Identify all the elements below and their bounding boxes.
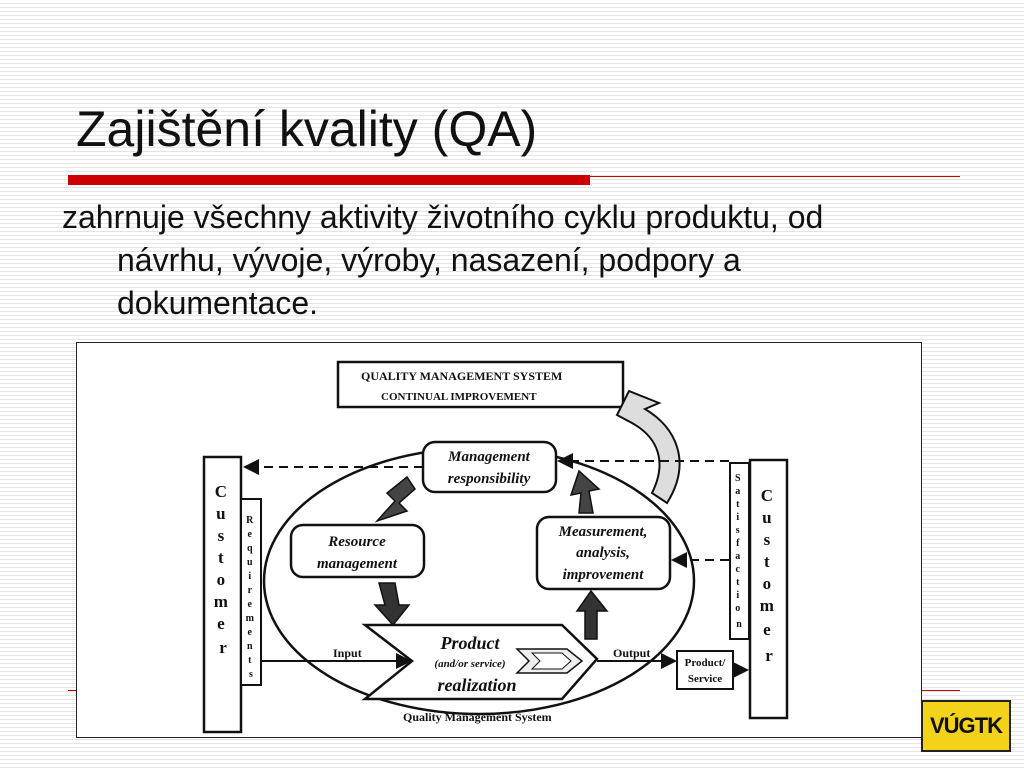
svg-text:Product: Product <box>440 633 500 653</box>
input-label: Input <box>333 646 362 660</box>
qms-process-diagram <box>76 342 922 738</box>
logo-text: VÚGTK <box>930 713 1002 738</box>
svg-text:Product/: Product/ <box>684 657 726 669</box>
continual-improvement-arrow <box>617 391 680 503</box>
title-underline-thin <box>590 176 960 177</box>
svg-text:analysis,: analysis, <box>576 545 630 561</box>
footer-line-right <box>922 690 960 691</box>
cycle-arrow-resource-to-product <box>375 583 409 625</box>
slide-title: Zajištění kvality (QA) <box>76 101 538 157</box>
resource-management-box <box>291 525 424 577</box>
cycle-arrow-management-to-resource <box>377 477 415 521</box>
svg-text:Service: Service <box>687 673 723 685</box>
satisfaction-label: S a t i s f a c t i o n <box>734 473 742 630</box>
cycle-arrow-product-to-measurement <box>577 591 607 639</box>
customer-left-label: C u s t o m e r <box>213 482 228 657</box>
svg-text:(and/or service): (and/or service) <box>434 658 506 670</box>
measurement-analysis-improvement-box <box>537 517 670 589</box>
qms-header-line2: CONTINUAL IMPROVEMENT <box>381 391 537 403</box>
qms-bottom-label: Quality Management System <box>403 710 552 724</box>
customer-right-label: C u s t o m e r <box>759 486 774 665</box>
qms-header-line1: QUALITY MANAGEMENT SYSTEM <box>361 369 563 383</box>
management-responsibility-box <box>423 442 556 492</box>
product-service-box <box>677 651 733 689</box>
requirements-label: R e q u i r e m e n t s <box>245 515 254 680</box>
title-underline <box>68 175 590 185</box>
body-text: zahrnuje všechny aktivity životního cyklu produktu, od návrhu, vývoje, výroby, nasazení, podpory a dokumentace. <box>62 199 824 321</box>
svg-text:improvement: improvement <box>562 567 644 583</box>
output-label: Output <box>613 646 651 660</box>
svg-text:management: management <box>316 556 398 572</box>
svg-text:Resource: Resource <box>328 534 386 550</box>
footer-line-left <box>68 690 76 691</box>
svg-text:responsibility: responsibility <box>447 471 531 487</box>
svg-text:Management: Management <box>448 449 530 465</box>
cycle-arrow-measurement-to-management <box>571 471 599 513</box>
svg-text:Measurement,: Measurement, <box>558 524 648 540</box>
vugtk-logo <box>921 700 1011 752</box>
svg-text:realization: realization <box>437 675 517 695</box>
qms-header-box <box>338 362 623 407</box>
